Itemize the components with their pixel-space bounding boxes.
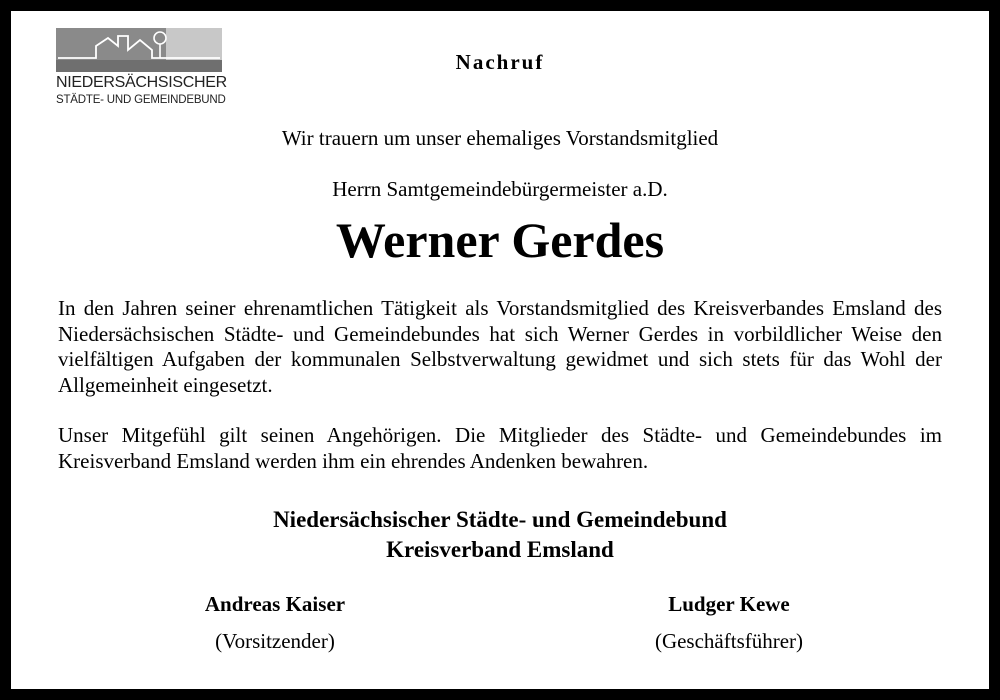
condolence-paragraph: Unser Mitgefühl gilt seinen Angehörigen. Die Mitglieder des Städte- und Gemeindebundes im Kreisverband Emsland werden ihm ein ehrendes Andenken bewahren. bbox=[58, 423, 942, 473]
signatory-role: (Geschäftsführer) bbox=[654, 629, 804, 653]
logo-text-line2: STÄDTE- UND GEMEINDEBUND bbox=[56, 94, 226, 106]
notice-heading: Nachruf bbox=[455, 50, 545, 74]
signatory-role: (Vorsitzender) bbox=[215, 629, 335, 653]
signatory-name: Andreas Kaiser bbox=[204, 592, 346, 616]
logo-text-line1: NIEDERSÄCHSISCHER bbox=[56, 74, 227, 91]
deceased-name: Werner Gerdes bbox=[335, 212, 665, 268]
organization-branch: Kreisverband Emsland bbox=[386, 537, 614, 562]
honorific-title: Herrn Samtgemeindebürgermeister a.D. bbox=[332, 177, 668, 201]
tribute-paragraph: In den Jahren seiner ehrenamtlichen Tätigkeit als Vorstandsmitglied des Kreisverbandes Emsland des Niedersächsischen Städte- und Gemeindebundes hat sich Werner Gerdes in vorbildlicher Weise den vielfältigen Aufgaben der kommunalen Selbstverwaltung gewidmet und sich stets für das Wohl der Allgemeinheit eingesetzt. bbox=[58, 296, 942, 397]
obituary-notice bbox=[11, 11, 989, 689]
signatory-chair bbox=[125, 592, 425, 654]
intro-line: Wir trauern um unser ehemaliges Vorstandsmitglied bbox=[281, 126, 719, 150]
signatory-manager bbox=[579, 592, 879, 654]
signatory-name: Ludger Kewe bbox=[668, 592, 790, 616]
organization-name: Niedersächsischer Städte- und Gemeindebund bbox=[273, 507, 727, 532]
